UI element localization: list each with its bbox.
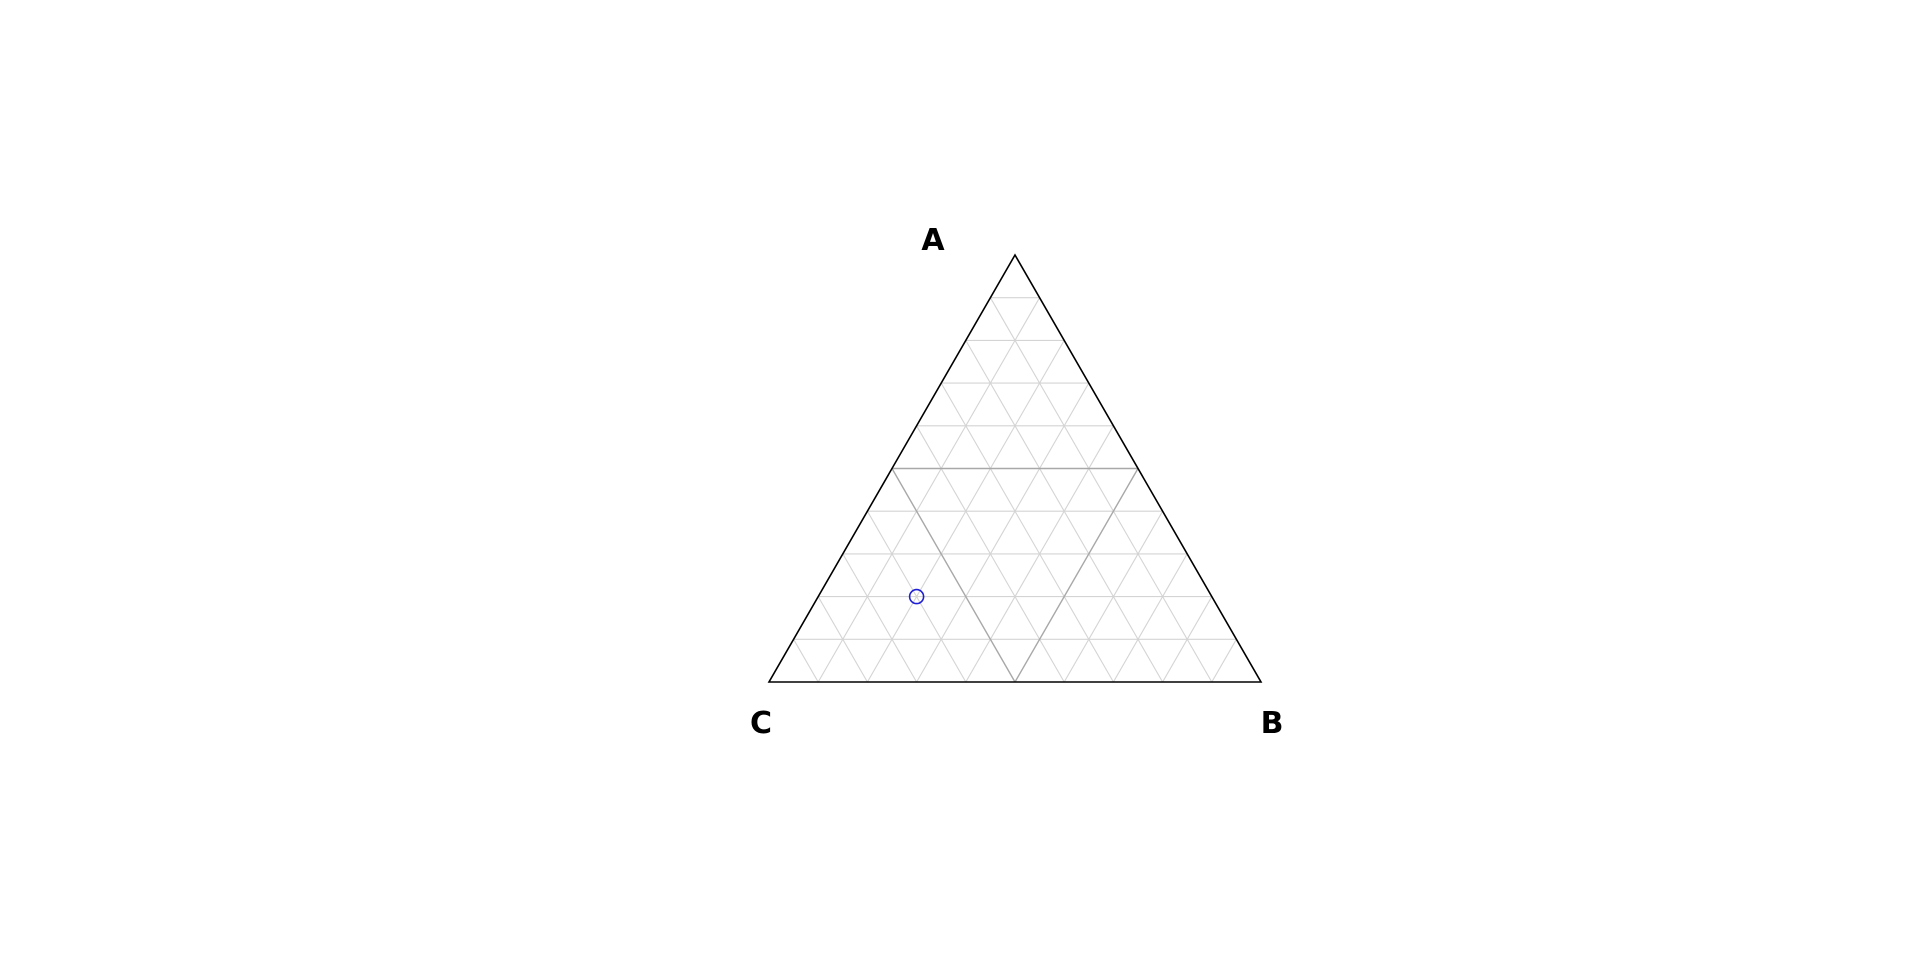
grid: [794, 298, 1237, 682]
grid-line-c: [990, 298, 1211, 682]
vertex-label-c: C: [749, 706, 773, 741]
grid-line-b: [917, 383, 1089, 682]
grid-line-b: [1015, 469, 1138, 683]
grid-line-b: [818, 298, 1039, 682]
vertex-label-a: A: [921, 223, 945, 258]
grid-line-c: [843, 554, 917, 682]
grid-line-b: [1212, 639, 1237, 682]
grid-line-c: [794, 639, 819, 682]
vertex-label-b: B: [1260, 706, 1284, 741]
grid-line-c: [941, 383, 1113, 682]
grid-line-c: [892, 469, 1015, 683]
grid-line-b: [1113, 554, 1187, 682]
